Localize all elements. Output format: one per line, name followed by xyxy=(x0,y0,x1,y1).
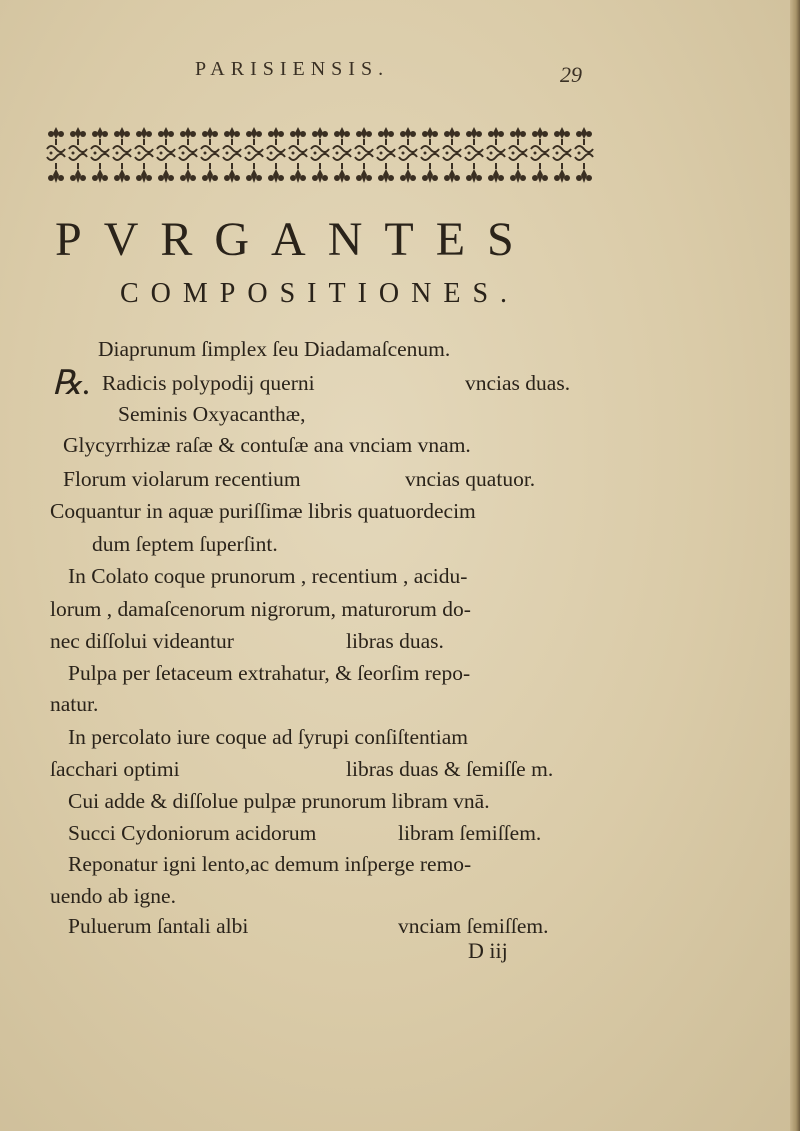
text-line: Puluerum ſantali albi xyxy=(68,914,249,938)
text-line-quantity: libras duas. xyxy=(346,629,444,653)
running-head: PARISIENSIS. xyxy=(195,58,390,80)
recipe-heading: Diaprunum ſimplex ſeu Diadamaſcenum. xyxy=(98,337,451,361)
text-line: dum ſeptem ſuperſint. xyxy=(92,532,278,556)
text-line-quantity: libram ſemiſſem. xyxy=(398,821,542,845)
signature-mark: D iij xyxy=(468,938,508,963)
text-line: uendo ab igne. xyxy=(50,884,176,908)
text-line-quantity: libras duas & ſemiſſe m. xyxy=(346,757,554,781)
text-line: Coquantur in aquæ puriſſimæ libris quatuordecim xyxy=(50,499,476,523)
text-line: Reponatur igni lento,ac demum inſperge remo- xyxy=(68,852,472,876)
recipe-symbol: ℞. xyxy=(52,365,91,402)
text-line-quantity: vncias quatuor. xyxy=(405,467,536,491)
text-line: nec diſſolui videantur xyxy=(50,629,234,653)
text-line: ſacchari optimi xyxy=(50,757,180,781)
text-line-quantity: vnciam ſemiſſem. xyxy=(398,914,549,938)
page-number: 29 xyxy=(560,62,582,87)
decorative-ornament-band xyxy=(45,125,595,187)
page-edge xyxy=(790,0,800,1131)
text-line: In percolato iure coque ad ſyrupi conſiſtentiam xyxy=(68,725,468,749)
text-line-quantity: vncias duas. xyxy=(465,371,571,395)
text-line: Florum violarum recentium xyxy=(63,467,301,491)
text-line: Cui adde & diſſolue pulpæ prunorum libram vnā. xyxy=(68,789,490,813)
text-line: Pulpa per ſetaceum extrahatur, & ſeorſim repo- xyxy=(68,661,471,685)
title: PVRGANTES xyxy=(55,213,536,266)
text-line: Succi Cydoniorum acidorum xyxy=(68,821,317,845)
text-line: Glycyrrhizæ raſæ & contuſæ ana vnciam vnam. xyxy=(63,433,471,457)
text-line: lorum , damaſcenorum nigrorum, maturorum do- xyxy=(50,597,471,621)
text-line: natur. xyxy=(50,692,99,716)
text-line: In Colato coque prunorum , recentium , acidu- xyxy=(68,564,468,588)
text-line: Seminis Oxyacanthæ, xyxy=(118,402,306,426)
text-line: Radicis polypodij querni xyxy=(102,371,315,395)
subtitle: COMPOSITIONES. xyxy=(120,278,520,309)
